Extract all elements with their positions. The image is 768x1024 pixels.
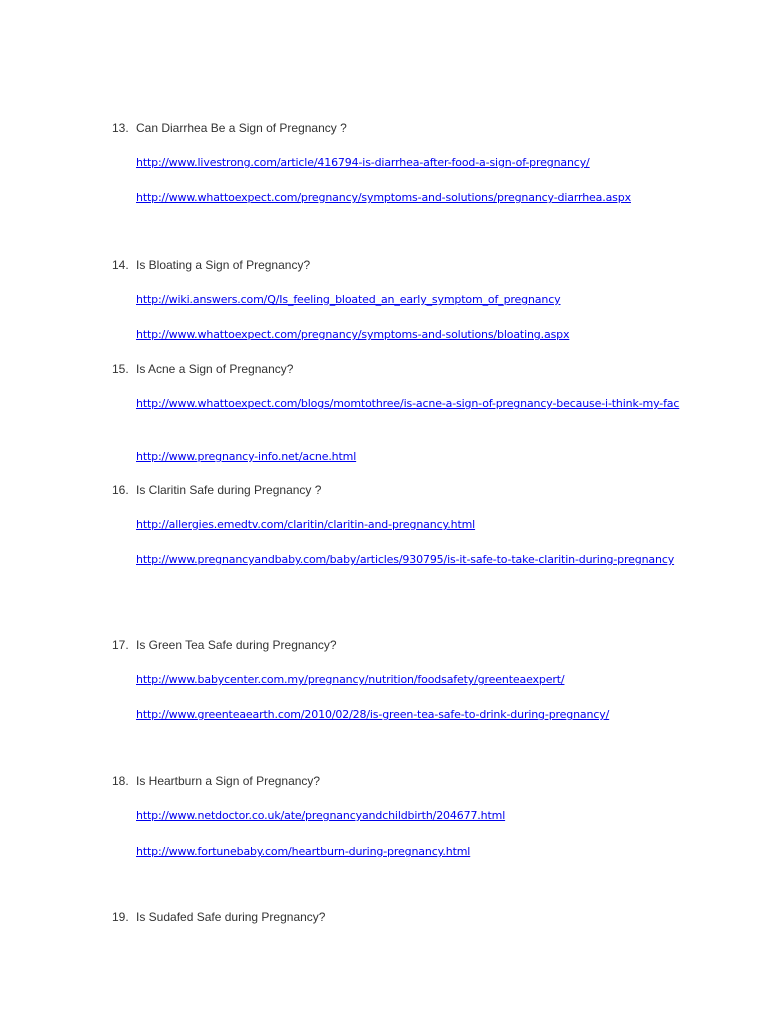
question-text: Is Green Tea Safe during Pregnancy? bbox=[136, 638, 337, 652]
question-15 bbox=[112, 362, 293, 377]
link-14-2[interactable]: http://www.whattoexpect.com/pregnancy/symptoms-and-solutions/bloating.aspx bbox=[136, 328, 570, 341]
link-16-1[interactable]: http://allergies.emedtv.com/claritin/claritin-and-pregnancy.html bbox=[136, 518, 476, 531]
link-13-1[interactable]: http://www.livestrong.com/article/416794-is-diarrhea-after-food-a-sign-of-pregnancy/ bbox=[136, 156, 590, 169]
link-15-2[interactable]: http://www.pregnancy-info.net/acne.html bbox=[136, 450, 357, 463]
question-number: 13. bbox=[112, 121, 129, 135]
question-number: 18. bbox=[112, 774, 129, 788]
question-text: Is Heartburn a Sign of Pregnancy? bbox=[136, 774, 321, 788]
question-text: Is Claritin Safe during Pregnancy ? bbox=[136, 483, 322, 497]
question-14 bbox=[112, 258, 310, 273]
link-14-1[interactable]: http://wiki.answers.com/Q/Is_feeling_bloated_an_early_symptom_of_pregnancy bbox=[136, 293, 561, 306]
question-number: 17. bbox=[112, 638, 129, 652]
question-text: Is Sudafed Safe during Pregnancy? bbox=[136, 910, 326, 924]
link-16-2[interactable]: http://www.pregnancyandbaby.com/baby/articles/930795/is-it-safe-to-take-claritin-during-pregnancy bbox=[136, 553, 675, 566]
question-number: 15. bbox=[112, 362, 129, 376]
question-18 bbox=[112, 774, 320, 789]
question-16 bbox=[112, 483, 321, 498]
question-number: 19. bbox=[112, 910, 129, 924]
link-18-1[interactable]: http://www.netdoctor.co.uk/ate/pregnancyandchildbirth/204677.html bbox=[136, 809, 506, 822]
question-text: Is Bloating a Sign of Pregnancy? bbox=[136, 258, 311, 272]
question-number: 14. bbox=[112, 258, 129, 272]
question-19 bbox=[112, 910, 325, 925]
link-17-2[interactable]: http://www.greenteaearth.com/2010/02/28/is-green-tea-safe-to-drink-during-pregnancy/ bbox=[136, 708, 610, 721]
link-18-2[interactable]: http://www.fortunebaby.com/heartburn-during-pregnancy.html bbox=[136, 845, 471, 858]
question-13 bbox=[112, 121, 347, 136]
question-text: Can Diarrhea Be a Sign of Pregnancy ? bbox=[136, 121, 347, 135]
link-13-2[interactable]: http://www.whattoexpect.com/pregnancy/symptoms-and-solutions/pregnancy-diarrhea.aspx bbox=[136, 191, 631, 204]
link-17-1[interactable]: http://www.babycenter.com.my/pregnancy/nutrition/foodsafety/greenteaexpert/ bbox=[136, 673, 565, 686]
question-text: Is Acne a Sign of Pregnancy? bbox=[136, 362, 294, 376]
question-number: 16. bbox=[112, 483, 129, 497]
link-15-1[interactable]: http://www.whattoexpect.com/blogs/momtothree/is-acne-a-sign-of-pregnancy-because-i-think-my-fac bbox=[136, 397, 680, 410]
question-17 bbox=[112, 638, 337, 653]
